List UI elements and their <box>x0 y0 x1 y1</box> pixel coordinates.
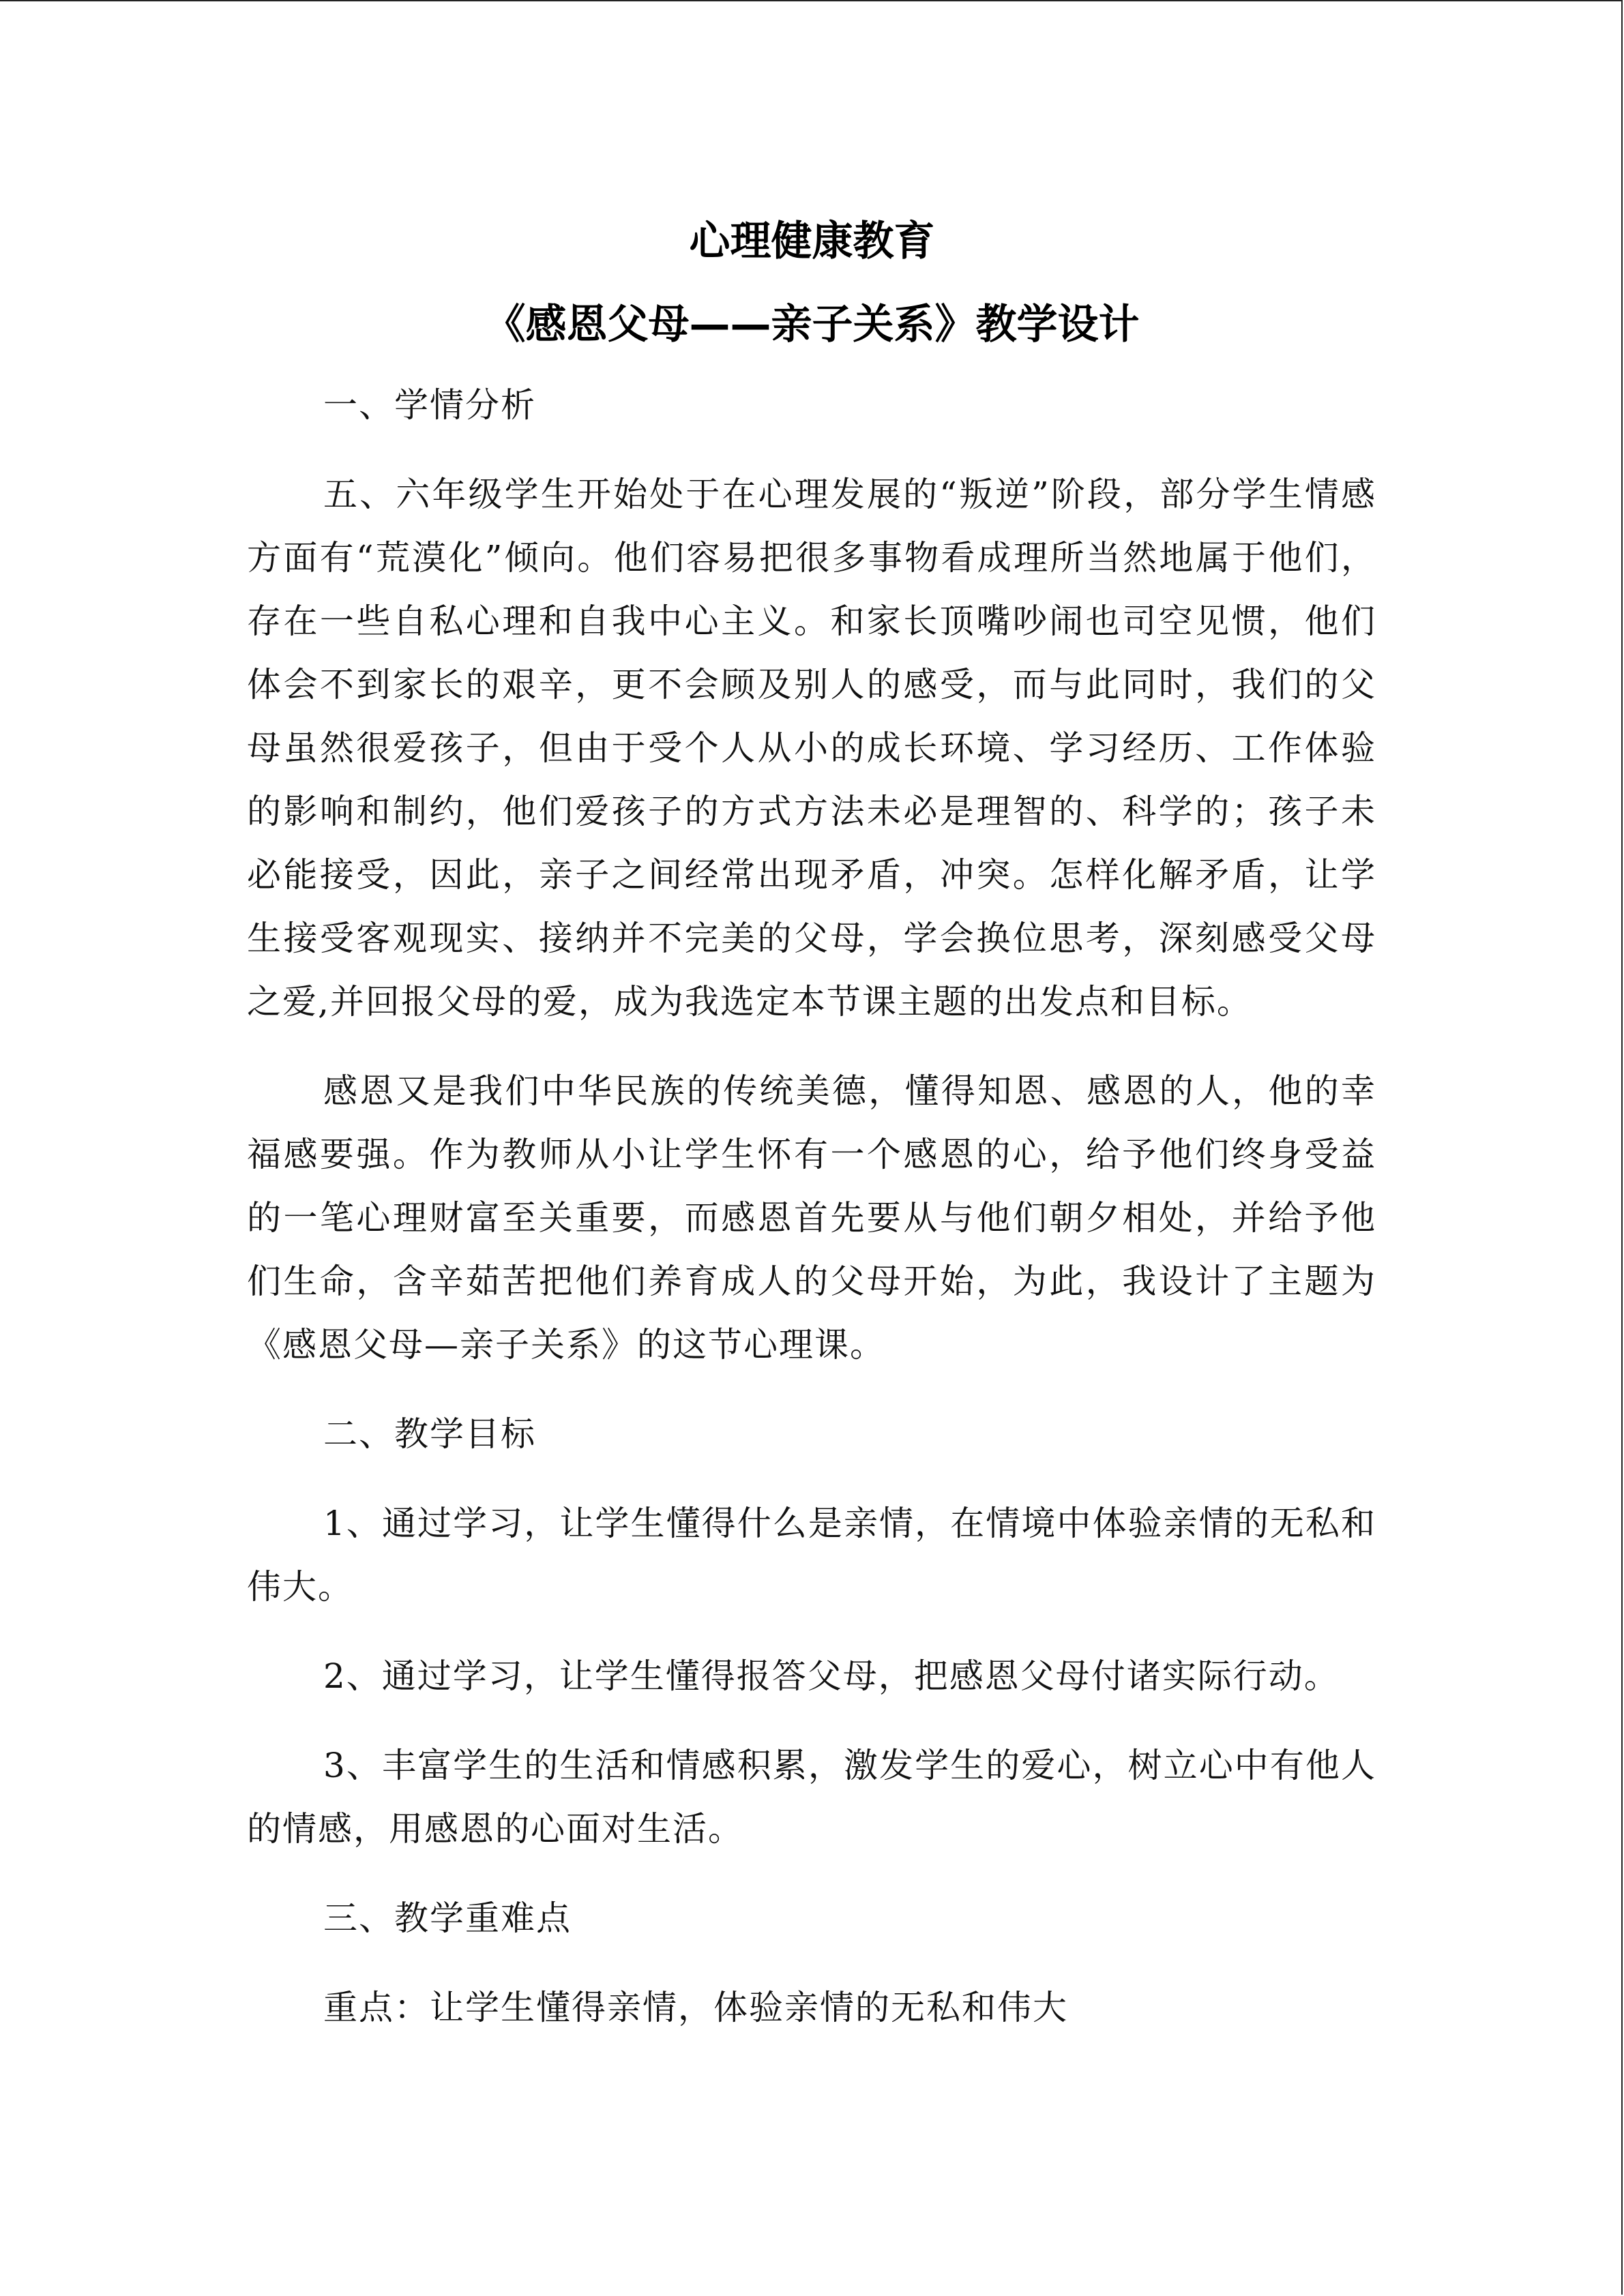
goal-item-2: 2、通过学习，让学生懂得报答父母，把感恩父母付诸实际行动。 <box>323 1656 1340 1696</box>
document-title: 心理健康教育 <box>689 218 935 265</box>
document-body <box>247 374 1376 2066</box>
goal-item-1: 1、通过学习，让学生懂得什么是亲情，在情境中体验亲情的无私和伟大。 <box>247 1504 1376 1607</box>
paragraph-analysis-1: 五、六年级学生开始处于在心理发展的“叛逆”阶段，部分学生情感方面有“荒漠化”倾向。他们容易把很多事物看成理所当然地属于他们，存在一些自私心理和自我中心主义。和家长顶嘴吵闹也司空见惯，他们体会不到家长的艰辛，更不会顾及别人的感受，而与此同时，我们的父母虽然很爱孩子，但由于受个人从小的成长环境、学习经历、工作体验的影响和制约，他们爱孩子的方式方法未必是理智的、科学的；孩子未必能接受，因此，亲子之间经常出现矛盾，冲突。怎样化解矛盾，让学生接受客观现实、接纳并不完美的父母，学会换位思考，深刻感受父母之爱,并回报父母的爱，成为我选定本节课主题的出发点和目标。 <box>247 475 1376 1022</box>
key-point-item: 重点：让学生懂得亲情，体验亲情的无私和伟大 <box>323 1988 1068 2027</box>
section-heading-goals: 二、教学目标 <box>323 1414 536 1454</box>
goal-item-3: 3、丰富学生的生活和情感积累，激发学生的爱心，树立心中有他人的情感，用感恩的心面对生活。 <box>247 1746 1376 1849</box>
document-subtitle: 《感恩父母——亲子关系》教学设计 <box>484 301 1140 348</box>
section-heading-analysis: 一、学情分析 <box>323 385 536 425</box>
paragraph-analysis-2: 感恩又是我们中华民族的传统美德，懂得知恩、感恩的人，他的幸福感要强。作为教师从小让学生怀有一个感恩的心，给予他们终身受益的一笔心理财富至关重要，而感恩首先要从与他们朝夕相处，并给予他们生命，含辛茹苦把他们养育成人的父母开始，为此，我设计了主题为《感恩父母—亲子关系》的这节心理课。 <box>247 1071 1376 1365</box>
section-heading-key-points: 三、教学重难点 <box>323 1898 572 1938</box>
